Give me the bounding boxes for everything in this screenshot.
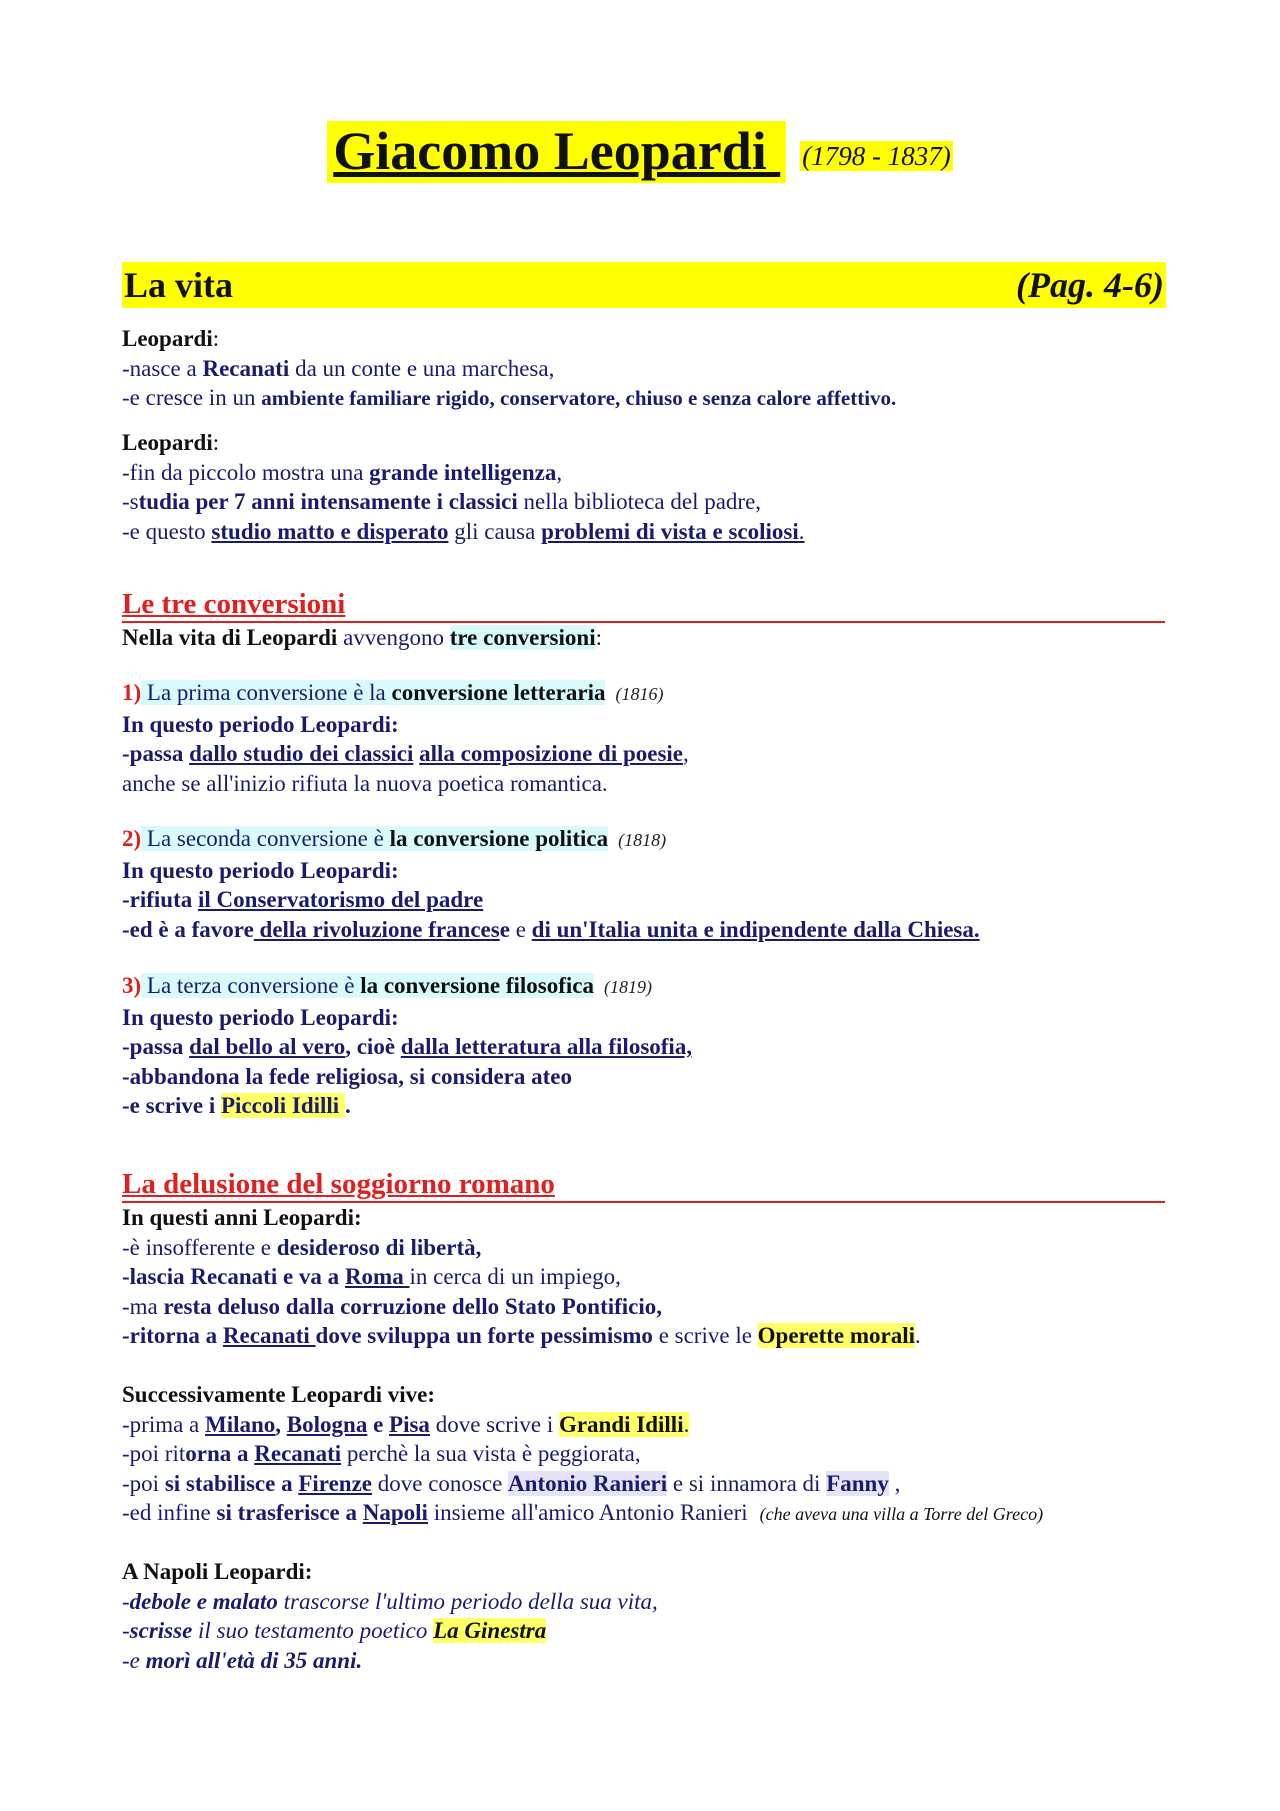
section-heading-conversioni: Le tre conversioni <box>122 587 1165 623</box>
text-line: Leopardi: <box>122 430 220 455</box>
text-line: -e questo studio matto e disperato gli causa problemi di vista e scoliosi. <box>122 518 805 544</box>
text-line: Leopardi: <box>122 326 220 351</box>
section-heading-vita <box>122 262 1166 308</box>
text-line: 3) La terza conversione è la conversione filosofica (1819) <box>122 973 652 998</box>
text-line: -poi ritorna a Recanati perchè la sua vista è peggiorata, <box>122 1441 641 1466</box>
vita-paragraph-1 <box>122 324 1172 414</box>
section-heading-romano: La delusione del soggiorno romano <box>122 1167 1165 1203</box>
vita-paragraph-2 <box>122 428 1172 546</box>
text-line: In questo periodo Leopardi: <box>122 711 399 737</box>
text-line: -debole e malato trascorse l'ultimo periodo della sua vita, <box>122 1588 658 1614</box>
text-line: -prima a Milano, Bologna e Pisa dove scrive i Grandi Idilli. <box>122 1411 690 1437</box>
vita-pages: (Pag. 4-6) <box>1016 265 1164 305</box>
text-line: -ma resta deluso dalla corruzione dello Stato Pontificio, <box>122 1293 663 1319</box>
text-line: -è insofferente e desideroso di libertà, <box>122 1234 482 1260</box>
text-line: -e morì all'età di 35 anni. <box>122 1647 363 1673</box>
text-line: -rifiuta il Conservatorismo del padre <box>122 887 484 912</box>
text-line: Successivamente Leopardi vive: <box>122 1382 436 1407</box>
text-line: -ed è a favore della rivoluzione francese e di un'Italia unita e indipendente dalla Chiesa. <box>122 916 980 942</box>
conversion-2 <box>122 824 1172 944</box>
romano-paragraph-2 <box>122 1380 1172 1530</box>
text-line: -passa dal bello al vero, cioè dalla letteratura alla filosofia, <box>122 1034 693 1059</box>
text-line: -scrisse il suo testamento poetico La Ginestra <box>122 1618 547 1643</box>
text-line: Nella vita di Leopardi avvengono tre conversioni: <box>122 625 602 650</box>
text-line: -e cresce in un ambiente familiare rigido, conservatore, chiuso e senza calore affettivo. <box>122 385 897 410</box>
text-line: -ed infine si trasferisce a Napoli insieme all'amico Antonio Ranieri (che aveva una villa a Torre del Greco) <box>122 1500 1044 1525</box>
text-line: 2) La seconda conversione è la conversione politica (1818) <box>122 826 667 851</box>
text-line: -lascia Recanati e va a Roma in cerca di un impiego, <box>122 1264 621 1289</box>
conversioni-intro <box>122 623 1172 653</box>
conversion-1 <box>122 678 1172 798</box>
conversion-3 <box>122 971 1172 1121</box>
text-line: 1) La prima conversione è la conversione letteraria (1816) <box>122 680 664 705</box>
text-line: In questo periodo Leopardi: <box>122 1004 399 1030</box>
title-dates: (1798 - 1837) <box>802 141 951 171</box>
text-line: anche se all'inizio rifiuta la nuova poetica romantica. <box>122 770 608 796</box>
text-line: -nasce a Recanati da un conte e una marchesa, <box>122 355 555 381</box>
text-line: A Napoli Leopardi: <box>122 1559 313 1584</box>
text-line: -abbandona la fede religiosa, si considera ateo <box>122 1063 573 1089</box>
title-name: Giacomo Leopardi <box>327 121 786 183</box>
text-line: -ritorna a Recanati dove sviluppa un forte pessimismo e scrive le Operette morali. <box>122 1323 921 1348</box>
text-line: -fin da piccolo mostra una grande intelligenza, <box>122 459 563 485</box>
text-line: -studia per 7 anni intensamente i classici nella biblioteca del padre, <box>122 489 762 514</box>
text-line: -passa dallo studio dei classici alla composizione di poesie, <box>122 741 689 766</box>
romano-paragraph-3 <box>122 1557 1172 1675</box>
text-line: In questi anni Leopardi: <box>122 1205 362 1230</box>
text-line: -e scrive i Piccoli Idilli . <box>122 1093 351 1118</box>
text-line: -poi si stabilisce a Firenze dove conosce Antonio Ranieri e si innamora di Fanny , <box>122 1470 901 1496</box>
romano-paragraph-1 <box>122 1203 1172 1351</box>
vita-heading: La vita <box>124 265 234 305</box>
text-line: In questo periodo Leopardi: <box>122 857 399 883</box>
document-title <box>0 120 1280 182</box>
